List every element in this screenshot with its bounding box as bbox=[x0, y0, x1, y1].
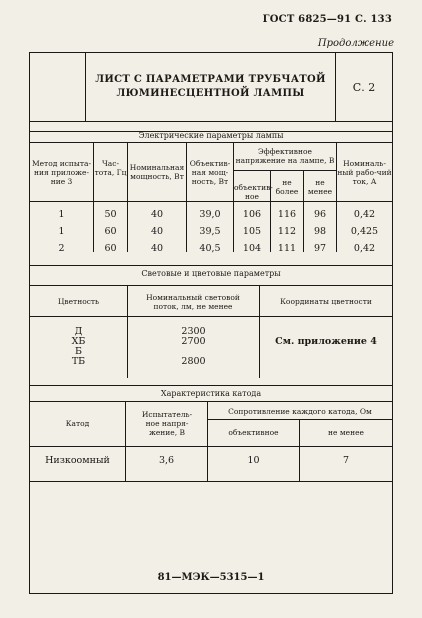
header-nominal-power: Номинальная мощность, Вт bbox=[129, 163, 185, 181]
table-cell-method: 1 bbox=[58, 209, 65, 220]
divider bbox=[30, 446, 392, 447]
col-divider bbox=[125, 401, 126, 481]
subheader-divider bbox=[233, 170, 336, 171]
header-coordinates: Координаты цветности bbox=[280, 297, 372, 306]
table-cell-voltage-objective: 104 bbox=[242, 243, 262, 254]
sheet-title-line1: ЛИСТ С ПАРАМЕТРАМИ ТРУБЧАТОЙ bbox=[95, 74, 326, 85]
subheader-divider bbox=[207, 419, 392, 420]
divider bbox=[30, 285, 392, 286]
list-item: ХБ bbox=[71, 336, 86, 347]
page-header: ГОСТ 6825—91 С. 133 bbox=[262, 14, 392, 25]
flux-list bbox=[128, 327, 259, 367]
header-eff-voltage: Эффективное напряжение на лампе, В bbox=[235, 147, 335, 165]
table-cell-frequency: 50 bbox=[104, 209, 117, 220]
header-luminous-flux: Номинальный световой поток, лм, не менее bbox=[146, 293, 240, 311]
header-resistance: Сопротивление каждого катода, Ом bbox=[228, 407, 372, 416]
divider bbox=[30, 265, 392, 266]
electrical-section-title: Электрические параметры лампы bbox=[138, 131, 284, 140]
color-list bbox=[30, 327, 127, 367]
header-resistance-objective: объективное bbox=[228, 428, 279, 437]
divider bbox=[30, 142, 392, 143]
table-cell-frequency: 60 bbox=[104, 243, 117, 254]
page-footer: 81—МЭК—5315—1 bbox=[157, 572, 265, 583]
cathode-resistance-min: 7 bbox=[342, 455, 350, 466]
header-resistance-not-less: не менее bbox=[328, 428, 364, 437]
cathode-test-voltage: 3,6 bbox=[158, 455, 175, 466]
header-lamp-power: Объектив-ная мощ-ность, Вт bbox=[189, 159, 231, 186]
header-method: Метод испыта-ния приложе-ние 3 bbox=[31, 159, 92, 186]
table-cell-frequency: 60 bbox=[104, 226, 117, 237]
header-cathode: Катод bbox=[65, 419, 90, 428]
table-cell-lamp-power: 39,0 bbox=[199, 209, 221, 220]
table-cell-current: 0,42 bbox=[353, 243, 376, 254]
table-cell-voltage-min: 97 bbox=[313, 243, 327, 254]
list-item: Д bbox=[74, 326, 83, 337]
list-item: 2700 bbox=[181, 336, 206, 347]
cathode-type: Низкоомный bbox=[45, 455, 110, 466]
table-cell-method: 1 bbox=[58, 226, 65, 237]
list-item: Б bbox=[75, 346, 82, 357]
header-test-voltage: Испытатель-ное напря-жение, В bbox=[141, 410, 193, 437]
table-cell-voltage-min: 96 bbox=[313, 209, 327, 220]
sheet-title bbox=[86, 53, 335, 121]
header-color: Цветность bbox=[57, 297, 100, 306]
header-frequency: Час-тота, Гц bbox=[94, 159, 127, 177]
table-cell-current: 0,42 bbox=[353, 209, 376, 220]
title-blank-cell bbox=[30, 53, 86, 121]
list-item: 2800 bbox=[181, 356, 206, 367]
table-cell-voltage-max: 112 bbox=[277, 226, 297, 237]
header-current: Номиналь-ный рабо-чий ток, А bbox=[337, 159, 392, 186]
coordinates-note: См. приложение 4 bbox=[275, 336, 377, 347]
sheet-title-line2: ЛЮМИНЕСЦЕНТНОЙ ЛАМПЫ bbox=[116, 88, 305, 99]
divider bbox=[30, 201, 392, 202]
light-section-title: Световые и цветовые параметры bbox=[141, 269, 281, 278]
header-voltage-not-more: не более bbox=[275, 178, 299, 196]
title-row bbox=[30, 53, 392, 122]
table-cell-nominal-power: 40 bbox=[150, 226, 164, 237]
table-cell-voltage-objective: 105 bbox=[242, 226, 262, 237]
table-cell-lamp-power: 40,5 bbox=[199, 243, 221, 254]
table-cell-voltage-objective: 106 bbox=[242, 209, 262, 220]
list-item: ТБ bbox=[71, 356, 86, 367]
divider bbox=[30, 316, 392, 317]
header-voltage-not-less: не менее bbox=[307, 178, 333, 196]
divider bbox=[30, 481, 392, 482]
cathode-resistance-objective: 10 bbox=[247, 455, 260, 466]
table-cell-current: 0,425 bbox=[350, 226, 379, 237]
table-cell-method: 2 bbox=[58, 243, 65, 254]
table-cell-voltage-max: 116 bbox=[277, 209, 297, 220]
divider bbox=[30, 401, 392, 402]
table-cell-nominal-power: 40 bbox=[150, 243, 164, 254]
list-item: 2300 bbox=[181, 326, 206, 337]
continuation-label: Продолжение bbox=[317, 38, 394, 49]
sheet-frame bbox=[29, 52, 393, 594]
divider bbox=[30, 385, 392, 386]
sheet-code: С. 2 bbox=[335, 53, 392, 121]
table-cell-voltage-min: 98 bbox=[313, 226, 327, 237]
header-voltage-objective: объектив-ное bbox=[234, 183, 273, 201]
cathode-section-title: Характеристика катода bbox=[160, 389, 262, 398]
table-cell-nominal-power: 40 bbox=[150, 209, 164, 220]
table-cell-voltage-max: 111 bbox=[277, 243, 297, 254]
table-cell-lamp-power: 39,5 bbox=[199, 226, 221, 237]
